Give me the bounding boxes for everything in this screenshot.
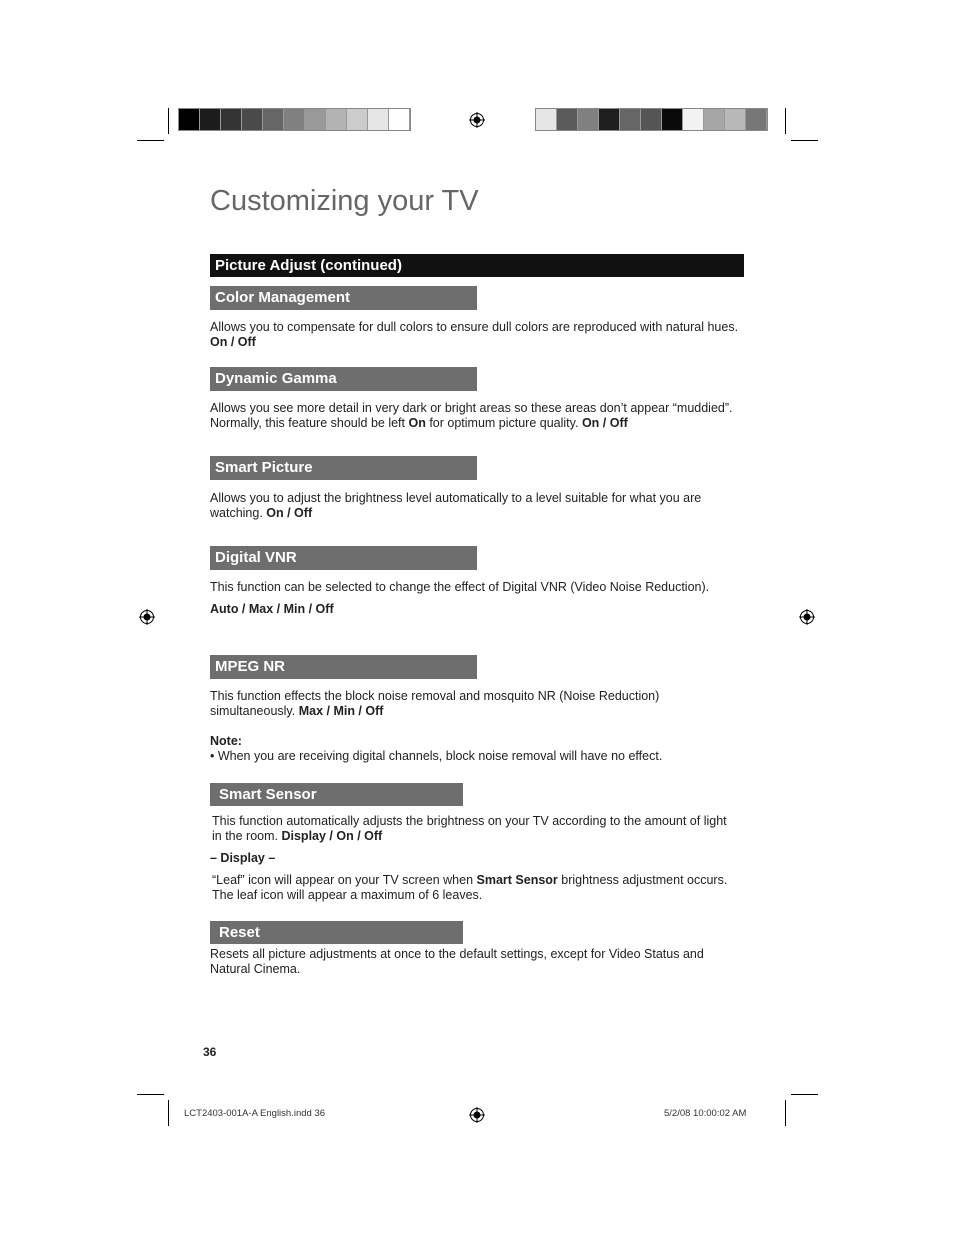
color-swatch [284,109,305,130]
crop-mark [791,1094,818,1095]
display-text: “Leaf” icon will appear on your TV screen when Smart Sensor brightness adjustment occurs. The leaf icon will appear a maximum of 6 leaves. [212,873,728,902]
color-swatch [557,109,578,130]
footer-date: 5/2/08 10:00:02 AM [664,1108,747,1119]
page-title: Customizing your TV [210,185,479,217]
color-swatch [578,109,599,130]
color-swatch [242,109,263,130]
registration-mark-icon [799,609,815,625]
color-swatch [179,109,200,130]
color-swatch [389,109,410,130]
reset-text: Resets all picture adjustments at once to the default settings, except for Video Status and Natural Cinema. [210,947,704,976]
color-swatch [536,109,557,130]
section-header: Picture Adjust (continued) [210,254,744,277]
display-label: – Display – [210,851,276,865]
heading-digital-vnr: Digital VNR [210,546,477,570]
heading-smart-picture: Smart Picture [210,456,477,480]
page-number: 36 [203,1045,217,1059]
heading-mpeg-nr: MPEG NR [210,655,477,679]
color-bar-right [535,108,768,131]
heading-color-management: Color Management [210,286,477,310]
color-swatch [347,109,368,130]
crop-mark [168,108,169,134]
smart-sensor-text: This function automatically adjusts the brightness on your TV according to the amount of light in the room. Display / On / Off [212,814,727,843]
heading-dynamic-gamma: Dynamic Gamma [210,367,477,391]
color-swatch [263,109,284,130]
heading-smart-sensor: Smart Sensor [210,783,463,806]
color-swatch [704,109,725,130]
crop-mark [785,108,786,134]
color-swatch [620,109,641,130]
footer-file: LCT2403-001A-A English.indd 36 [184,1108,326,1119]
crop-mark [785,1100,786,1126]
crop-mark [137,1094,164,1095]
digital-vnr-text: This function can be selected to change the effect of Digital VNR (Video Noise Reduction). Auto / Max / Min / Off [210,580,710,616]
crop-mark [791,140,818,141]
color-management-text: Allows you to compensate for dull colors to ensure dull colors are reproduced with natural hues. On / Off [210,320,739,349]
color-swatch [326,109,347,130]
color-swatch [746,109,767,130]
mpeg-nr-text: This function effects the block noise removal and mosquito NR (Noise Reduction) simultaneously. Max / Min / Off Note: • When you are receiving digital channels, block noise removal will have no effect. [210,689,663,763]
smart-picture-text: Allows you to adjust the brightness level automatically to a level suitable for what you are watching. On / Off [210,491,702,520]
color-swatch [221,109,242,130]
heading-reset: Reset [210,921,463,944]
color-swatch [683,109,704,130]
registration-mark-icon [139,609,155,625]
color-swatch [599,109,620,130]
color-swatch [662,109,683,130]
crop-mark [137,140,164,141]
color-swatch [725,109,746,130]
dynamic-gamma-text: Allows you see more detail in very dark or bright areas so these areas don’t appear “muddied”. Normally, this feature should be left On for optimum picture quality. On / Off [210,401,733,430]
color-swatch [368,109,389,130]
color-bar-left [178,108,411,131]
registration-mark-icon [469,1107,485,1123]
color-swatch [200,109,221,130]
color-swatch [305,109,326,130]
crop-mark [168,1100,169,1126]
registration-mark-icon [469,112,485,128]
color-swatch [641,109,662,130]
